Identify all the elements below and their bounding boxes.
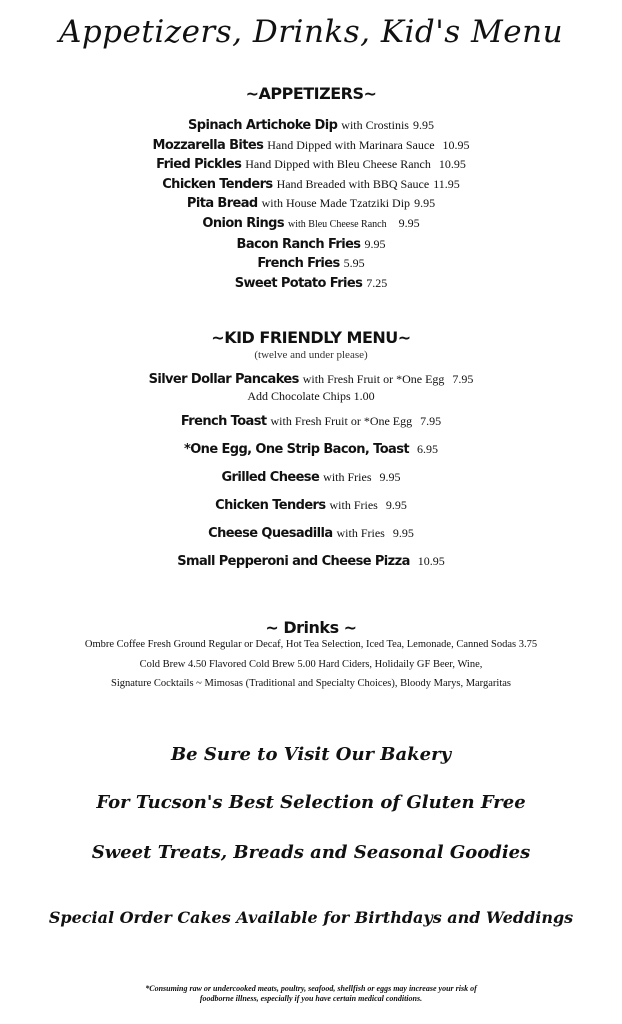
appetizers-list (0, 116, 622, 293)
item-name: Chicken Tenders (215, 498, 326, 513)
menu-item (0, 274, 622, 294)
page-title: Appetizers, Drinks, Kid's Menu (58, 14, 564, 50)
menu-item (0, 524, 622, 543)
item-name: French Fries (257, 256, 340, 272)
item-desc: with House Made Tzatziki Dip (261, 196, 411, 211)
item-price: 9.95 (412, 118, 434, 132)
item-price: 10.95 (417, 554, 445, 568)
item-name: Mozzarella Bites (152, 137, 264, 153)
drinks-line: Cold Brew 4.50 Flavored Cold Brew 5.00 Hard Ciders, Holidaily GF Beer, Wine, (139, 658, 483, 670)
menu-item (0, 136, 622, 156)
item-desc: with Fresh Fruit or *One Egg (302, 372, 445, 386)
item-price: 5.95 (343, 256, 365, 271)
disclaimer-line: *Consuming raw or undercooked meats, poultry, seafood, shellfish or eggs may increase your risk of (145, 984, 477, 993)
item-price: 7.25 (366, 275, 388, 290)
bakery-line: Special Order Cakes Available for Birthdays and Weddings (48, 908, 574, 927)
menu-item (0, 214, 622, 235)
drinks-line: Signature Cocktails ~ Mimosas (Traditional and Specialty Choices), Bloody Marys, Margaritas (111, 678, 511, 689)
item-name: Fried Pickles (156, 157, 242, 173)
food-safety-disclaimer (100, 984, 522, 1004)
item-name: *One Egg, One Strip Bacon, Toast (184, 442, 409, 457)
item-price: 9.95 (392, 526, 414, 540)
item-desc: with Bleu Cheese Ranch (288, 218, 387, 230)
menu-item (0, 155, 622, 175)
item-desc: Hand Dipped with Bleu Cheese Ranch (245, 157, 431, 172)
disclaimer-line: foodborne illness, especially if you have certain medical conditions. (199, 994, 423, 1003)
item-price: 9.95 (379, 470, 401, 484)
bakery-line: For Tucson's Best Selection of Gluten Free (96, 792, 526, 813)
item-price: 9.95 (398, 215, 420, 230)
bakery-line: Sweet Treats, Breads and Seasonal Goodies (91, 842, 531, 863)
menu-item (0, 468, 622, 487)
item-price: 9.95 (364, 236, 386, 251)
item-price: 9.95 (414, 196, 436, 211)
item-price: 7.95 (420, 414, 442, 428)
menu-item (0, 412, 622, 431)
drinks-line: Ombre Coffee Fresh Ground Regular or Decaf, Hot Tea Selection, Iced Tea, Lemonade, Canned Sodas 3.75 (84, 639, 538, 650)
menu-item (0, 175, 622, 195)
item-desc: with Fries (323, 470, 372, 484)
kids-heading: ~KID FRIENDLY MENU~ (211, 328, 411, 347)
item-name: Chicken Tenders (162, 176, 273, 192)
item-desc: Hand Breaded with BBQ Sauce (276, 176, 430, 191)
drinks-list (0, 635, 622, 694)
item-desc: with Crostinis (341, 118, 409, 132)
item-name: Onion Rings (202, 215, 285, 231)
item-price: 11.95 (433, 176, 460, 191)
item-name: French Toast (180, 414, 267, 429)
menu-item (0, 370, 622, 403)
menu-item (0, 116, 622, 136)
item-price: 10.95 (438, 157, 466, 172)
drinks-heading: ~ Drinks ~ (265, 618, 357, 637)
item-name: Sweet Potato Fries (234, 275, 363, 291)
menu-item (0, 552, 622, 571)
item-addon: Add Chocolate Chips 1.00 (247, 389, 375, 403)
item-name: Bacon Ranch Fries (236, 236, 361, 252)
item-name: Spinach Artichoke Dip (188, 118, 338, 133)
kids-note: (twelve and under please) (254, 349, 368, 361)
menu-item (0, 254, 622, 274)
item-price: 9.95 (385, 498, 407, 512)
appetizers-heading: ~APPETIZERS~ (245, 84, 377, 103)
item-name: Cheese Quesadilla (208, 526, 333, 541)
item-desc: with Fresh Fruit or *One Egg (270, 414, 413, 428)
item-price: 10.95 (442, 137, 470, 152)
item-price: 7.95 (452, 372, 474, 386)
menu-item (0, 440, 622, 459)
item-name: Small Pepperoni and Cheese Pizza (177, 554, 410, 569)
item-desc: with Fries (336, 526, 385, 540)
kids-list (0, 370, 622, 580)
item-name: Pita Bread (186, 196, 258, 212)
item-name: Silver Dollar Pancakes (148, 372, 299, 387)
item-name: Grilled Cheese (221, 470, 320, 485)
menu-item (0, 235, 622, 255)
bakery-line: Be Sure to Visit Our Bakery (170, 744, 452, 765)
menu-item (0, 194, 622, 214)
item-desc: with Fries (329, 498, 378, 512)
menu-item (0, 496, 622, 515)
item-desc: Hand Dipped with Marinara Sauce (267, 137, 435, 152)
item-price: 6.95 (416, 442, 438, 456)
